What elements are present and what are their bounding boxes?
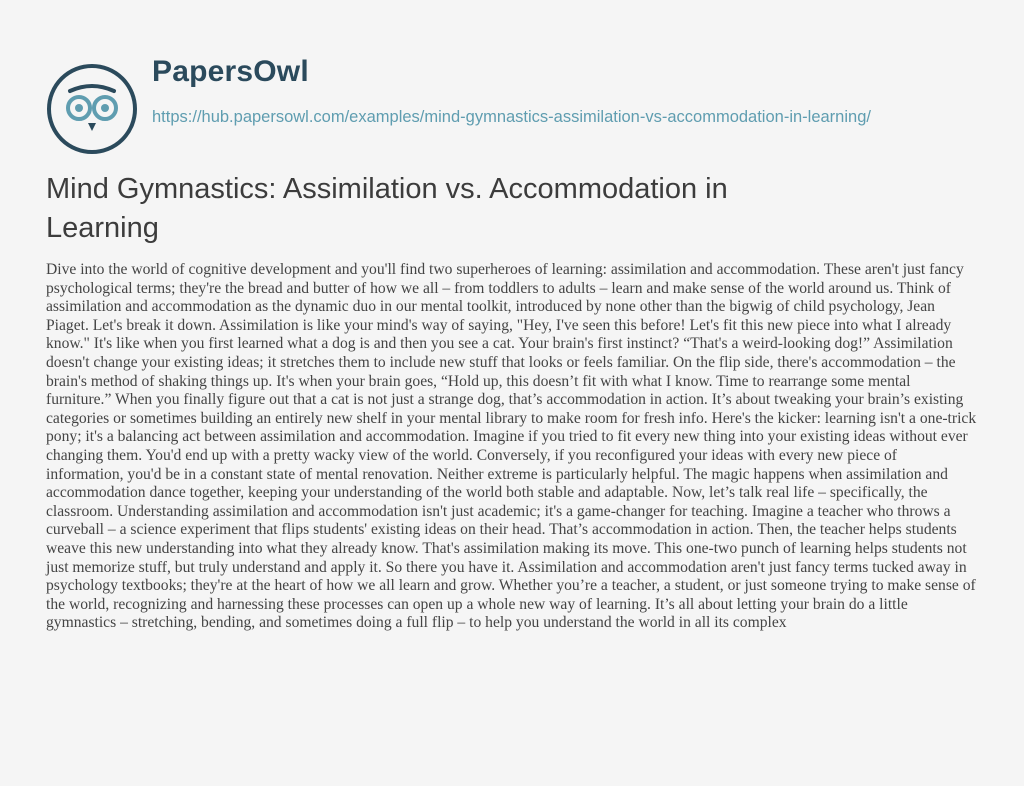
header — [46, 55, 976, 158]
essay-body: Dive into the world of cognitive development and you'll find two superheroes of learning: assimilation and accommodation. These aren't just fancy psychological terms; they're the bread and butter of how we all – from toddlers to adults – learn and make sense of the world around us. Think of assimilation and accommodation as the dynamic duo in our mental toolkit, introduced by none other than the bigwig of child psychology, Jean Piaget. Let's break it down. Assimilation is like your mind's way of saying, "Hey, I've seen this before! Let's fit this new piece into what I already know." It's like when you first learned what a dog is and then you see a cat. Your brain's first instinct? “That's a weird-looking dog!” Assimilation doesn't change your existing ideas; it stretches them to include new stuff that looks or feels familiar. On the flip side, there's accommodation – the brain's method of shaking things up. It's when your brain goes, “Hold up, this doesn’t fit with what I know. Time to rearrange some mental furniture.” When you finally figure out that a cat is not just a strange dog, that’s accommodation in action. It’s about tweaking your brain’s existing categories or sometimes building an entirely new shelf in your mental library to make room for fresh info. Here's the kicker: learning isn't a one-trick pony; it's a balancing act between assimilation and accommodation. Imagine if you tried to fit every new thing into your existing ideas without ever changing them. You'd end up with a pretty wacky view of the world. Conversely, if you reconfigured your ideas with every new piece of information, you'd be in a constant state of mental renovation. Neither extreme is particularly helpful. The magic happens when assimilation and accommodation dance together, keeping your understanding of the world both stable and adaptable. Now, let’s talk real life – specifically, the classroom. Understanding assimilation and accommodation isn't just academic; it's a game-changer for teaching. Imagine a teacher who throws a curveball – a science experiment that flips students' existing ideas on their head. That’s accommodation in action. Then, the teacher helps students weave this new understanding into what they already know. That's assimilation making its move. This one-two punch of learning helps students not just memorize stuff, but truly understand and apply it. So there you have it. Assimilation and accommodation aren't just fancy terms tucked away in psychology textbooks; they're at the heart of how we all learn and grow. Whether you’re a teacher, a student, or just someone trying to make sense of the world, recognizing and harnessing these processes can open up a whole new way of learning. It’s all about letting your brain do a little gymnastics – stretching, bending, and sometimes doing a full flip – to help you understand the world in all its complex — [46, 261, 977, 632]
owl-logo-icon — [46, 63, 138, 155]
source-url-link[interactable]: https://hub.papersowl.com/examples/mind-gymnastics-assimilation-vs-accommodation-in-learning/ — [152, 108, 871, 126]
page-title: Mind Gymnastics: Assimilation vs. Accommodation in Learning — [46, 173, 728, 244]
brand-name: PapersOwl — [152, 55, 309, 88]
